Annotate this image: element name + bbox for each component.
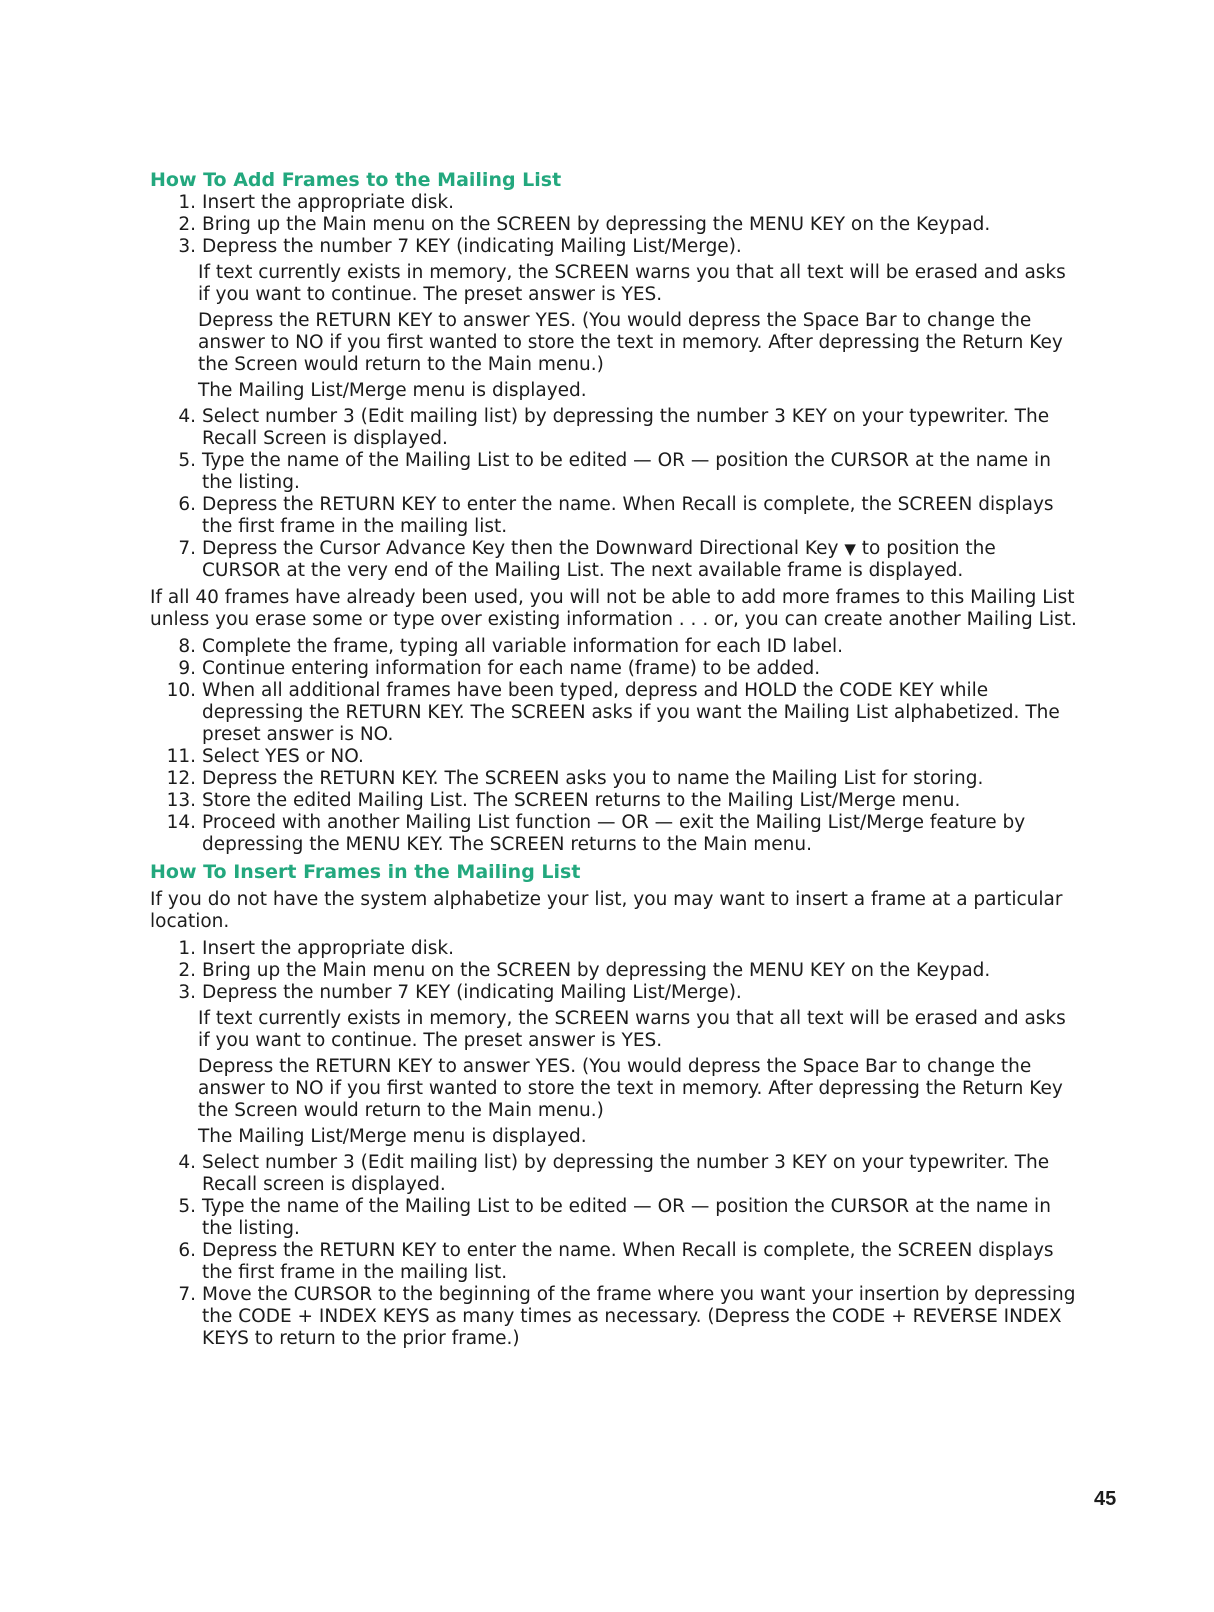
step-text: When all additional frames have been typed, depress and HOLD the CODE KEY while depressing the RETURN KEY. The SCREEN asks if you want the Mailing List alphabetized. The preset answer is NO. — [202, 680, 1060, 745]
step-number: 9. — [178, 658, 196, 679]
step-text: Bring up the Main menu on the SCREEN by depressing the MENU KEY on the Keypad. — [202, 960, 991, 981]
step-text: Insert the appropriate disk. — [202, 192, 454, 213]
step-number: 1. — [178, 938, 196, 959]
step-number: 3. — [178, 236, 196, 257]
step-number: 13. — [166, 790, 196, 811]
step-text: Type the name of the Mailing List to be edited — OR — position the CURSOR at the name in the listing. — [202, 1196, 1051, 1239]
step-text: Type the name of the Mailing List to be edited — OR — position the CURSOR at the name in the listing. — [202, 450, 1051, 493]
sub-paragraph: Depress the RETURN KEY to answer YES. (You would depress the Space Bar to change the answer to NO if you first wanted to store the text in memory. After depressing the Return Key the Screen would return to the Main menu.) — [198, 310, 1063, 375]
list-item — [150, 406, 1080, 450]
add-steps-8-14 — [150, 636, 1080, 856]
list-item — [150, 1196, 1080, 1240]
step-text: Depress the RETURN KEY. The SCREEN asks you to name the Mailing List for storing. — [202, 768, 984, 789]
step-number: 4. — [178, 406, 196, 427]
sub-paragraph: The Mailing List/Merge menu is displayed. — [198, 1126, 587, 1147]
sub-paragraph: If text currently exists in memory, the SCREEN warns you that all text will be erased and asks if you want to continue. The preset answer is YES. — [198, 262, 1066, 305]
step-text: Move the CURSOR to the beginning of the frame where you want your insertion by depressing the CODE + INDEX KEYS as many times as necessary. (Depress the CODE + REVERSE INDEX KEYS to return to the prior frame.) — [202, 1284, 1076, 1349]
step-text: Bring up the Main menu on the SCREEN by depressing the MENU KEY on the Keypad. — [202, 214, 991, 235]
insert-intro: If you do not have the system alphabetize your list, you may want to insert a frame at a particular location. — [150, 889, 1063, 932]
step-number: 7. — [178, 538, 196, 559]
step-number: 1. — [178, 192, 196, 213]
step-text: Select number 3 (Edit mailing list) by depressing the number 3 KEY on your typewriter. The Recall screen is displayed. — [202, 1152, 1050, 1195]
step-number: 2. — [178, 960, 196, 981]
list-item — [150, 680, 1080, 746]
step-text — [202, 538, 1080, 582]
step-text: Depress the number 7 KEY (indicating Mailing List/Merge). — [202, 236, 742, 257]
step-text: Select YES or NO. — [202, 746, 364, 767]
step-number: 6. — [178, 494, 196, 515]
page-content — [150, 168, 1080, 1350]
step-number: 5. — [178, 450, 196, 471]
list-item — [150, 812, 1080, 856]
list-item — [150, 1240, 1080, 1284]
step-text-part: Depress the Cursor Advance Key then the Downward Directional Key — [202, 538, 845, 559]
list-item — [150, 236, 1080, 258]
step-number: 11. — [166, 746, 196, 767]
list-item — [150, 658, 1080, 680]
list-item — [150, 636, 1080, 658]
section-heading-insert-frames: How To Insert Frames in the Mailing List — [150, 861, 581, 883]
list-item — [150, 768, 1080, 790]
step-text: Continue entering information for each name (frame) to be added. — [202, 658, 821, 679]
capacity-note: If all 40 frames have already been used, you will not be able to add more frames to this Mailing List unless you erase some or type over existing information . . . or, you can create another Mailing List. — [150, 587, 1077, 630]
list-item — [150, 1284, 1080, 1350]
list-item — [150, 982, 1080, 1004]
step-number: 5. — [178, 1196, 196, 1217]
list-item — [150, 538, 1080, 582]
step-text: Insert the appropriate disk. — [202, 938, 454, 959]
step-number: 6. — [178, 1240, 196, 1261]
list-item — [150, 960, 1080, 982]
sub-paragraph: Depress the RETURN KEY to answer YES. (You would depress the Space Bar to change the answer to NO if you first wanted to store the text in memory. After depressing the Return Key the Screen would return to the Main menu.) — [198, 1056, 1063, 1121]
step-text-part: to position the CURSOR at the very end of the Mailing List. The next available frame is displayed. — [202, 538, 996, 581]
add-steps-4-7 — [150, 406, 1080, 582]
list-item — [150, 450, 1080, 494]
add-steps-1-3 — [150, 192, 1080, 258]
step-text: Depress the RETURN KEY to enter the name. When Recall is complete, the SCREEN displays the first frame in the mailing list. — [202, 494, 1054, 537]
step-number: 14. — [166, 812, 196, 833]
list-item — [150, 1152, 1080, 1196]
step-text: Complete the frame, typing all variable information for each ID label. — [202, 636, 844, 657]
step-number: 4. — [178, 1152, 196, 1173]
step-number: 12. — [166, 768, 196, 789]
list-item — [150, 192, 1080, 214]
sub-paragraph: If text currently exists in memory, the SCREEN warns you that all text will be erased and asks if you want to continue. The preset answer is YES. — [198, 1008, 1066, 1051]
step-number: 2. — [178, 214, 196, 235]
down-arrow-icon: ▼ — [844, 540, 856, 558]
insert-steps-4-7 — [150, 1152, 1080, 1350]
step-number: 8. — [178, 636, 196, 657]
step-number: 3. — [178, 982, 196, 1003]
list-item — [150, 494, 1080, 538]
insert-steps-1-3 — [150, 938, 1080, 1004]
step-number: 7. — [178, 1284, 196, 1305]
step-text: Select number 3 (Edit mailing list) by depressing the number 3 KEY on your typewriter. The Recall Screen is displayed. — [202, 406, 1050, 449]
step-text: Depress the RETURN KEY to enter the name. When Recall is complete, the SCREEN displays the first frame in the mailing list. — [202, 1240, 1054, 1283]
step-text: Proceed with another Mailing List function — OR — exit the Mailing List/Merge feature by depressing the MENU KEY. The SCREEN returns to the Main menu. — [202, 812, 1026, 855]
step-text: Store the edited Mailing List. The SCREEN returns to the Mailing List/Merge menu. — [202, 790, 961, 811]
list-item — [150, 746, 1080, 768]
step-number: 10. — [166, 680, 196, 701]
list-item — [150, 790, 1080, 812]
list-item — [150, 214, 1080, 236]
page-number: 45 — [1094, 1488, 1117, 1510]
sub-paragraph: The Mailing List/Merge menu is displayed. — [198, 380, 587, 401]
list-item — [150, 938, 1080, 960]
step-text: Depress the number 7 KEY (indicating Mailing List/Merge). — [202, 982, 742, 1003]
section-heading-add-frames: How To Add Frames to the Mailing List — [150, 169, 562, 191]
